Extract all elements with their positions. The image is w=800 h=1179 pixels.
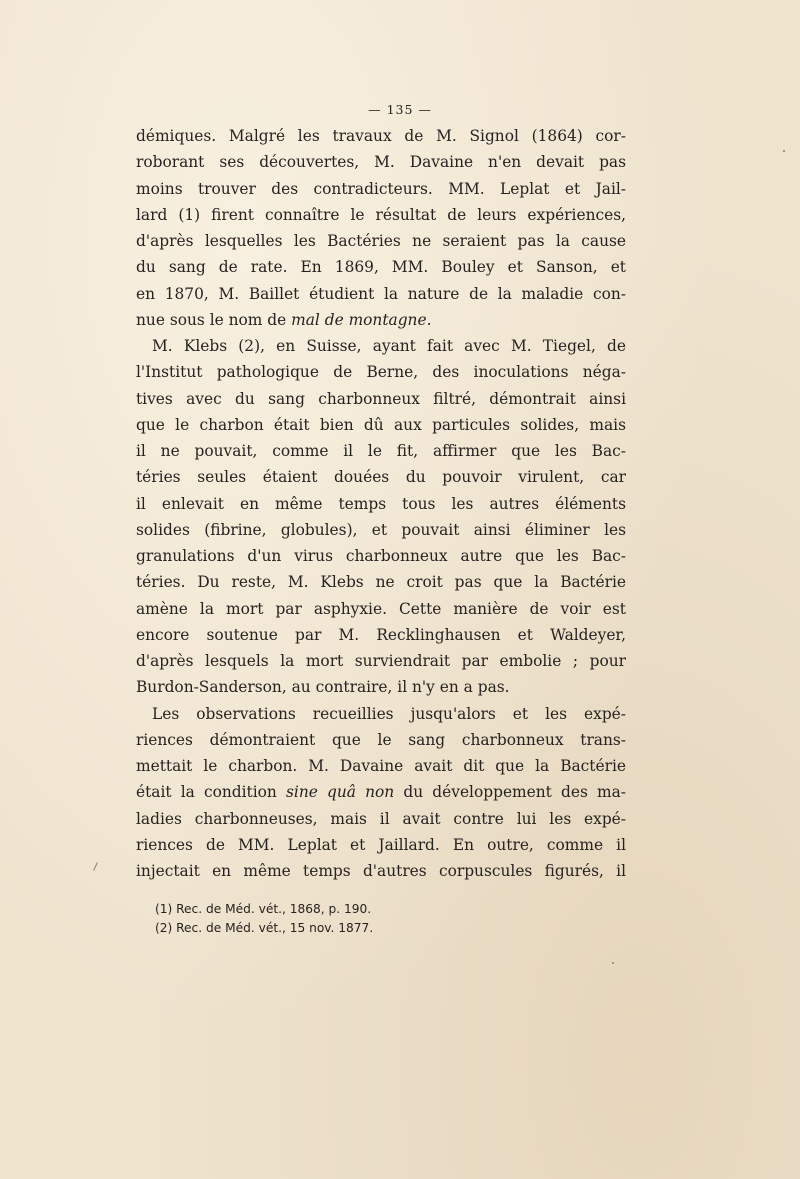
text-run: ladies charbonneuses, mais il avait contre lui les expé- — [136, 809, 626, 828]
text-line — [136, 806, 626, 832]
text-line — [136, 491, 626, 517]
text-line — [136, 701, 626, 727]
text-run: mettait le charbon. M. Davaine avait dit que la Bactérie — [136, 757, 626, 775]
text-line — [136, 569, 626, 595]
text-line — [136, 832, 626, 858]
paper-speck — [612, 962, 614, 964]
text-run: il ne pouvait, comme il le fit, affirmer que les Bac- — [136, 442, 626, 460]
text-run: nue sous le nom de — [136, 310, 292, 329]
body-text — [136, 123, 626, 884]
text-line — [136, 333, 626, 359]
text-line — [136, 228, 626, 254]
text-run: riences démontraient que le sang charbonneux trans- — [136, 730, 626, 749]
text-run: que le charbon était bien dû aux particules solides, mais — [136, 415, 626, 434]
page-number: — 135 — — [368, 102, 432, 117]
text-line — [136, 753, 626, 779]
text-line — [136, 412, 626, 438]
text-run: . — [426, 310, 432, 329]
text-run: d'après lesquelles les Bactéries ne seraient pas la cause — [136, 232, 626, 250]
text-run: démiques. Malgré les travaux de M. Signol (1864) cor- — [136, 127, 626, 145]
text-run: riences de MM. Leplat et Jaillard. En outre, comme il — [136, 835, 626, 854]
text-line — [136, 674, 626, 700]
text-run: Burdon-Sanderson, au contraire, il n'y en a pas. — [136, 678, 510, 697]
text-run: du développement des ma- — [394, 783, 626, 802]
text-run: moins trouver des contradicteurs. MM. Leplat et Jail- — [136, 179, 626, 198]
text-line — [136, 254, 626, 280]
text-line — [136, 543, 626, 569]
text-line — [136, 123, 626, 149]
text-run: M. Klebs (2), en Suisse, ayant fait avec M. Tiegel, de — [152, 337, 626, 355]
footnote: (1) Rec. de Méd. vét., 1868, p. 190. — [155, 902, 372, 916]
text-run: il enlevait en même temps tous les autres éléments — [136, 494, 626, 513]
text-run: tives avec du sang charbonneux filtré, démontrait ainsi — [136, 389, 626, 408]
text-line — [136, 386, 626, 412]
text-run: l'Institut pathologique de Berne, des inoculations néga- — [136, 363, 626, 382]
text-line — [136, 307, 626, 333]
text-line — [136, 779, 626, 805]
text-line — [136, 281, 626, 307]
text-line — [136, 438, 626, 464]
text-line — [136, 622, 626, 648]
text-run: roborant ses découvertes, M. Davaine n'en devait pas — [136, 153, 626, 172]
text-line — [136, 359, 626, 385]
text-run: lard (1) firent connaître le résultat de leurs expériences, — [136, 205, 626, 224]
text-run: du sang de rate. En 1869, MM. Bouley et Sanson, et — [136, 258, 626, 277]
text-run: était la condition — [136, 783, 287, 802]
text-run: téries seules étaient douées du pouvoir virulent, car — [136, 468, 626, 487]
text-run: amène la mort par asphyxie. Cette manière de voir est — [136, 599, 626, 618]
italic-phrase: mal de montagne — [291, 310, 427, 329]
text-run: téries. Du reste, M. Klebs ne croit pas que la Bactérie — [136, 573, 626, 592]
text-run: d'après lesquels la mort surviendrait par embolie ; pour — [136, 652, 626, 670]
paper-speck — [93, 862, 98, 871]
text-run: en 1870, M. Baillet étudient la nature de la maladie con- — [136, 284, 626, 303]
text-run: encore soutenue par M. Recklinghausen et Waldeyer, — [136, 625, 626, 644]
text-line — [136, 202, 626, 228]
text-line — [136, 596, 626, 622]
text-line — [136, 648, 626, 674]
text-line — [136, 727, 626, 753]
footnote: (2) Rec. de Méd. vét., 15 nov. 1877. — [155, 921, 374, 935]
text-line — [136, 858, 626, 884]
paper-speck — [783, 150, 785, 152]
text-run: solides (fibrine, globules), et pouvait ainsi éliminer les — [136, 520, 626, 539]
footnotes — [155, 900, 555, 938]
italic-phrase: sine quâ non — [286, 783, 395, 802]
text-run: injectait en même temps d'autres corpuscules figurés, il — [136, 862, 626, 880]
text-line — [136, 149, 626, 175]
text-line — [136, 176, 626, 202]
text-line — [136, 517, 626, 543]
text-run: granulations d'un virus charbonneux autre que les Bac- — [136, 547, 626, 565]
text-line — [136, 464, 626, 490]
text-run: Les observations recueillies jusqu'alors et les expé- — [152, 704, 626, 723]
